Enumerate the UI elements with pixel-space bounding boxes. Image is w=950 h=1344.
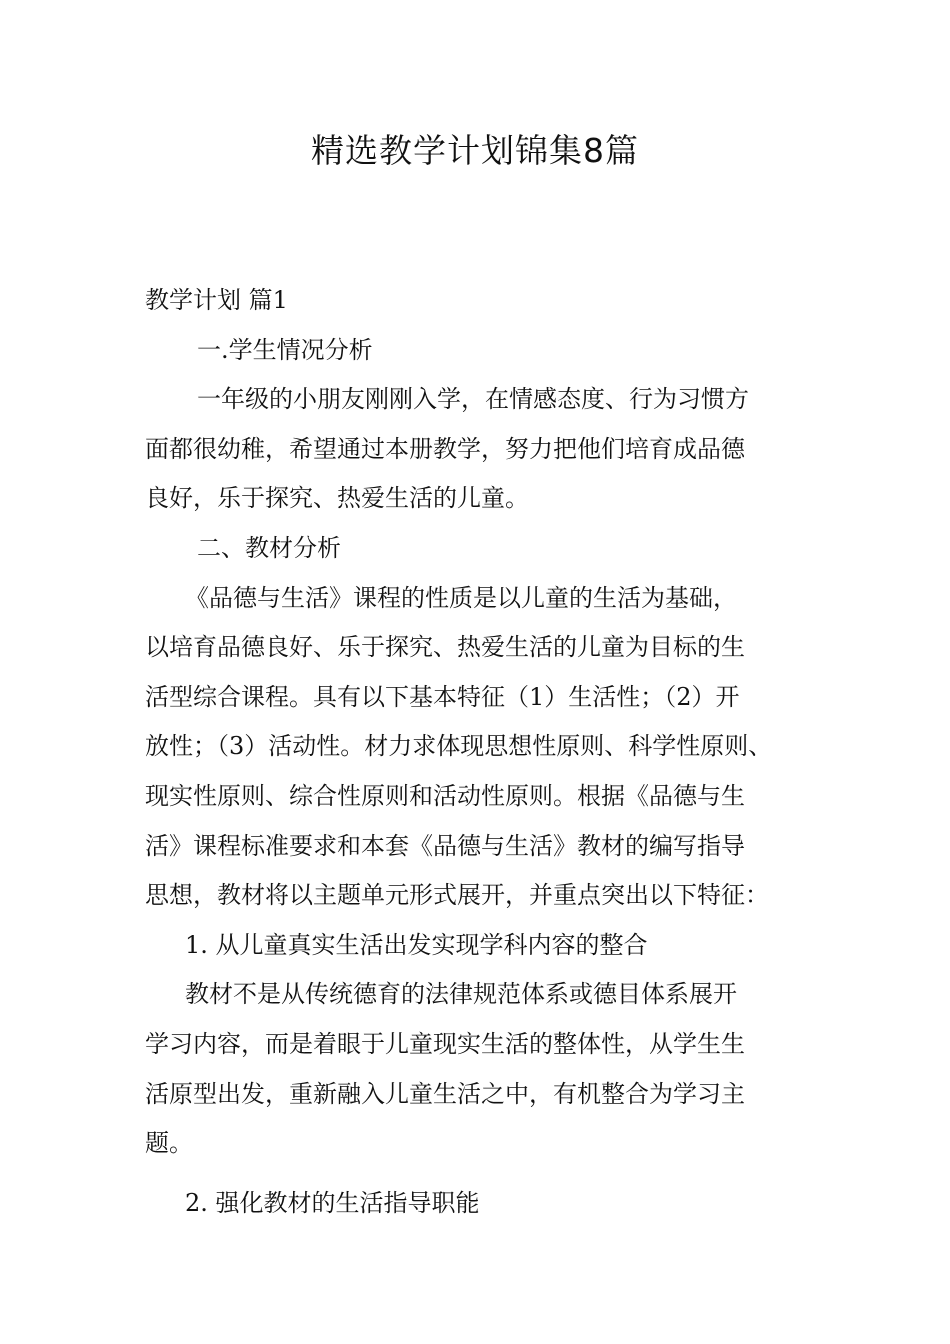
paragraph-line: 《品德与生活》课程的性质是以儿童的生活为基础，	[185, 583, 737, 612]
list-item-2: 2. 强化教材的生活指导职能	[185, 1188, 480, 1217]
document-body	[145, 276, 835, 1228]
paragraph-line: 现实性原则、综合性原则和活动性原则。根据《品德与生	[145, 781, 745, 810]
paragraph-line: 活》课程标准要求和本套《品德与生活》教材的编写指导	[145, 831, 745, 860]
subheading-student-analysis: 一.学生情况分析	[197, 335, 373, 364]
paragraph-line: 题。	[145, 1129, 193, 1158]
list-item-1: 1. 从儿童真实生活出发实现学科内容的整合	[185, 930, 648, 959]
paragraph-line: 学习内容，而是着眼于儿童现实生活的整体性，从学生生	[145, 1029, 745, 1058]
subheading-textbook-analysis: 二、教材分析	[197, 533, 341, 562]
paragraph-line: 一年级的小朋友刚刚入学，在情感态度、行为习惯方	[197, 385, 749, 414]
paragraph-line: 以培育品德良好、乐于探究、热爱生活的儿童为目标的生	[145, 633, 745, 662]
paragraph-line: 教材不是从传统德育的法律规范体系或德目体系展开	[185, 980, 737, 1009]
paragraph-line: 良好，乐于探究、热爱生活的儿童。	[145, 484, 529, 513]
paragraph-line: 活原型出发，重新融入儿童生活之中，有机整合为学习主	[145, 1079, 745, 1108]
document-title: 精选教学计划锦集8篇	[311, 131, 639, 170]
paragraph-line: 活型综合课程。具有以下基本特征（1）生活性；（2）开	[145, 682, 740, 711]
paragraph-line: 放性；（3）活动性。材力求体现思想性原则、科学性原则、	[145, 732, 773, 761]
section-heading: 教学计划 篇1	[145, 286, 288, 314]
paragraph-line: 面都很幼稚，希望通过本册教学，努力把他们培育成品德	[145, 434, 745, 463]
paragraph-line: 思想，教材将以主题单元形式展开，并重点突出以下特征：	[145, 881, 769, 910]
